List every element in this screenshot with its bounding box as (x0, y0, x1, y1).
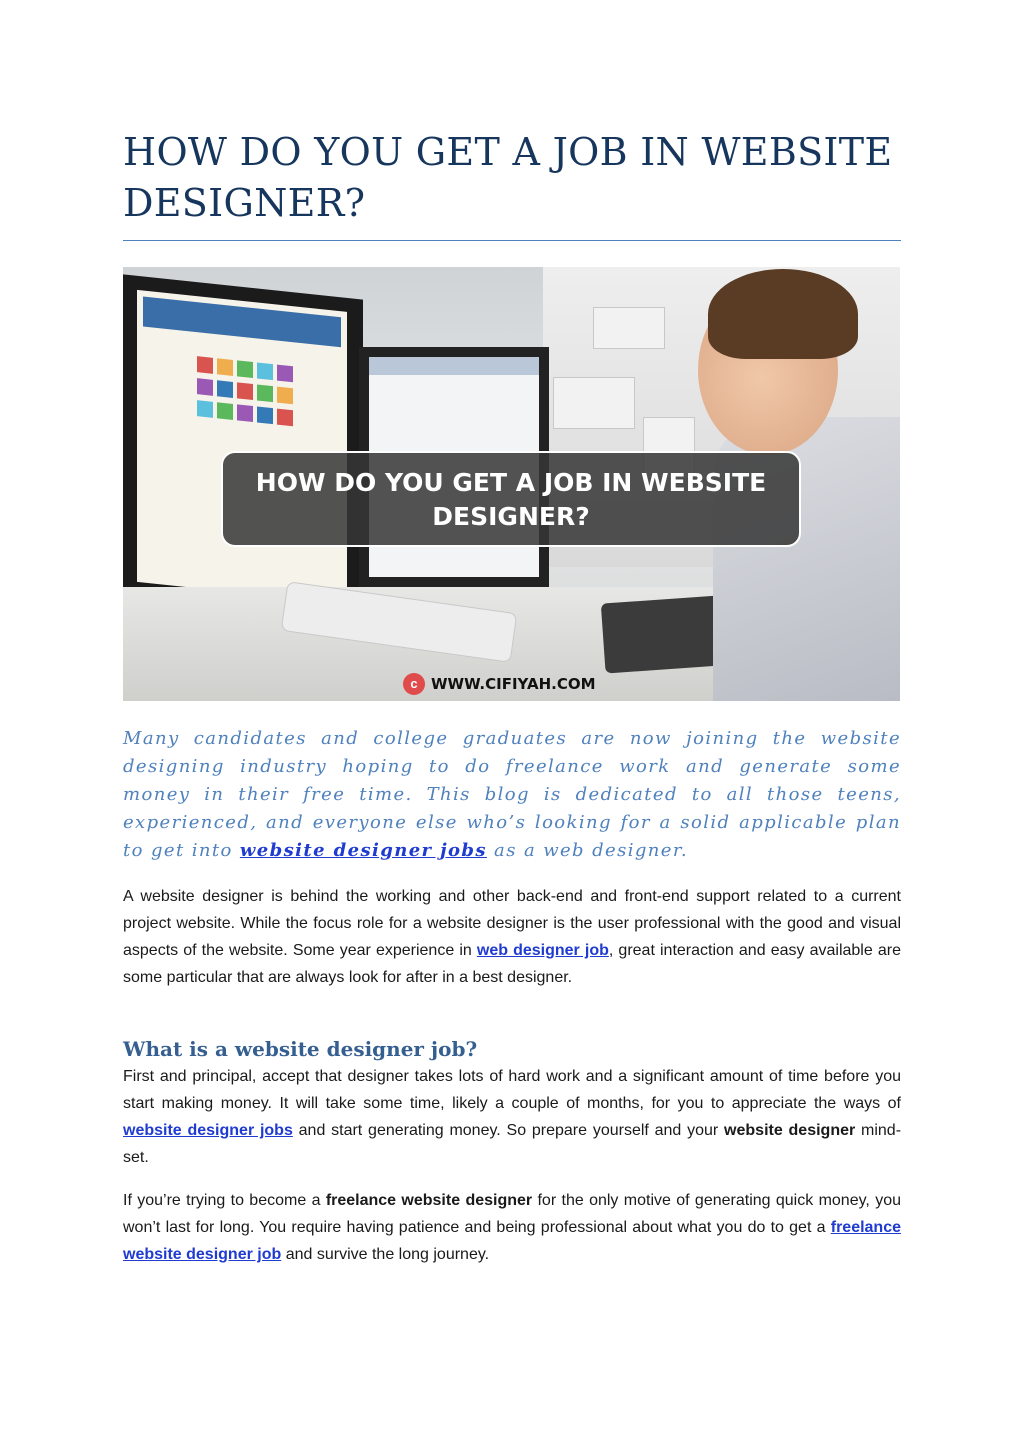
screen-tile (257, 406, 273, 424)
browser-toolbar (369, 357, 539, 375)
logo-icon: c (403, 673, 425, 695)
person-hair (708, 269, 858, 359)
screen-tile (277, 409, 293, 427)
intro-paragraph (123, 725, 901, 865)
shelf-box (553, 377, 635, 429)
left-monitor-screen (137, 290, 347, 604)
hero-image (123, 267, 900, 701)
para3-text: If you’re trying to become a (123, 1192, 326, 1209)
para3-text-end: and survive the long journey. (281, 1246, 490, 1263)
freelance-website-designer-job-link[interactable]: freelance website designer job (123, 1219, 901, 1263)
para2-text-mid: and start generating money. So prepare yourself and your (292, 1122, 725, 1139)
shelf-box (593, 307, 665, 349)
screen-tile (257, 362, 273, 380)
screen-tile (277, 365, 293, 383)
screen-tile (197, 356, 213, 374)
intro-text: Many candidates and college graduates are now joining the website designing industry hoping to do freelance work and generate some money in their free time. This blog is dedicated to all those teens, experienced, and everyone else who’s looking for a solid applicable plan to get into (123, 728, 901, 861)
banner-line-2: DESIGNER? (432, 502, 590, 531)
screen-tile (217, 380, 233, 398)
para3-text-mid: for the only motive of generating quick money, you won’t last for long. You require having patience and being professional about what you do to get a (123, 1192, 901, 1236)
para1-text: A website designer is behind the working and other back-end and front-end support related to a current project website. While the focus role for a website designer is the user professional with the good and visual aspects of the website. Some year experience in (123, 888, 901, 959)
page-title: HOW DO YOU GET A JOB IN WEBSITE DESIGNER? (123, 130, 893, 225)
body-paragraph-3 (123, 1187, 901, 1268)
para2-text-end: mind-set. (123, 1122, 902, 1166)
screen-tile (237, 382, 253, 400)
screen-tile (237, 404, 253, 422)
web-designer-job-link[interactable]: web designer job (476, 942, 609, 959)
document-page (123, 0, 901, 1268)
hero-banner (221, 451, 801, 547)
periodic-table-header (143, 296, 341, 347)
screen-tile (217, 402, 233, 420)
para2-text: First and principal, accept that designer takes lots of hard work and a significant amount of time before you start making money. It will take some time, likely a couple of months, for you to appreciate the ways of (123, 1068, 901, 1112)
screen-tile (237, 360, 253, 378)
screen-tile (217, 358, 233, 376)
watermark-text: WWW.CIFIYAH.COM (431, 675, 596, 693)
section-heading: What is a website designer job? (123, 1037, 478, 1061)
para3-bold: freelance website designer (325, 1192, 533, 1209)
site-watermark (403, 672, 596, 696)
para2-bold: website designer (724, 1122, 856, 1139)
website-designer-jobs-link[interactable]: website designer jobs (239, 840, 487, 861)
intro-text-end: as a web designer. (486, 840, 688, 861)
screen-tile (197, 400, 213, 418)
banner-line-1: HOW DO YOU GET A JOB IN WEBSITE (255, 468, 767, 497)
screen-tile (197, 378, 213, 396)
title-divider (123, 240, 901, 241)
screen-tile (257, 384, 273, 402)
body-paragraph-1 (123, 883, 901, 991)
body-paragraph-2 (123, 1063, 901, 1171)
para1-text-end: , great interaction and easy available are some particular that are always look for after in a best designer. (123, 942, 901, 986)
website-designer-jobs-link-2[interactable]: website designer jobs (123, 1122, 293, 1139)
screen-tile (277, 387, 293, 405)
